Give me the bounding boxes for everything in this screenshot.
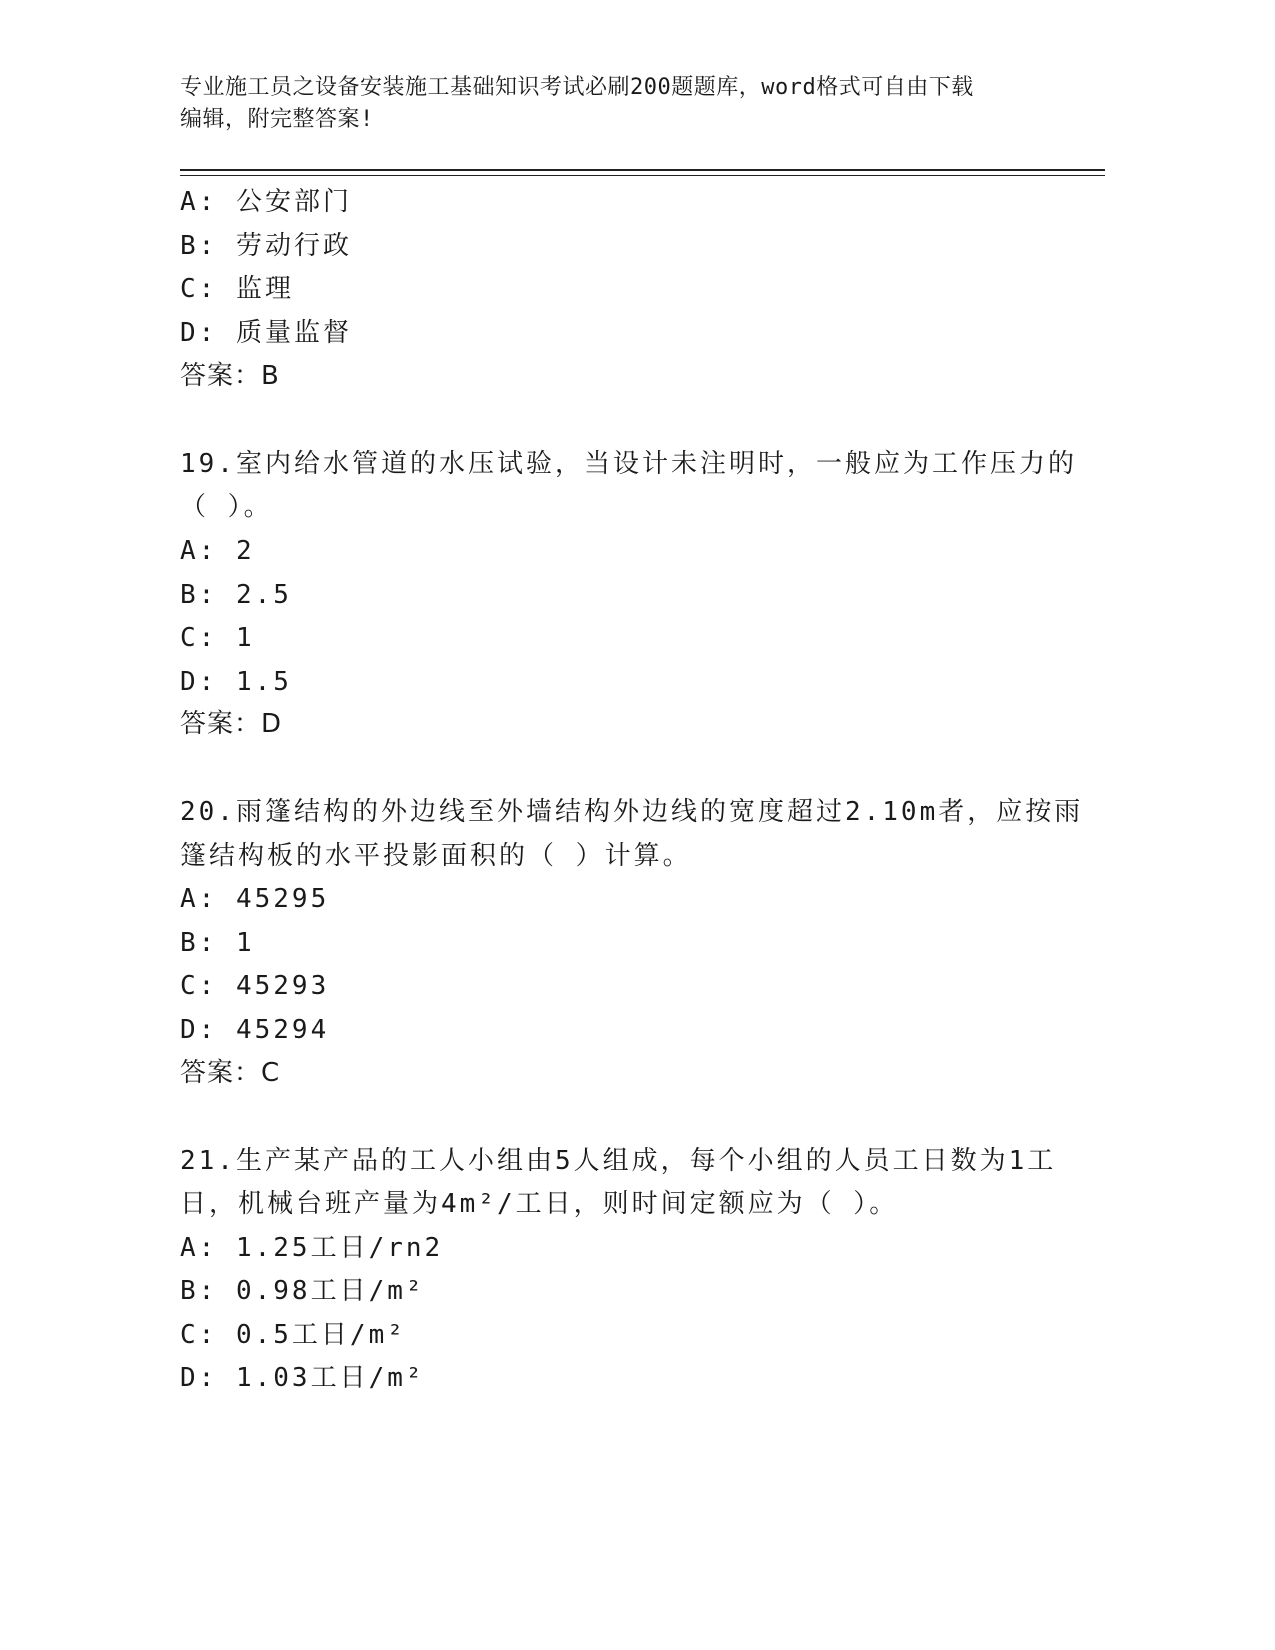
q18-option-c: C: 监理 <box>180 274 294 304</box>
header-line-1: 专业施工员之设备安装施工基础知识考试必刷200题题库，word格式可自由下载 <box>180 75 974 100</box>
q19-option-d: D: 1.5 <box>180 667 292 697</box>
q20-option-b: B: 1 <box>180 928 255 958</box>
q19-option-a: A: 2 <box>180 536 255 566</box>
q18-option-d: D: 质量监督 <box>180 318 352 348</box>
q21-text-line-2: 日，机械台班产量为4m²/工日，则时间定额应为（ ）。 <box>180 1189 899 1219</box>
q18-option-a: A: 公安部门 <box>180 187 352 217</box>
q20-option-d: D: 45294 <box>180 1015 330 1045</box>
q21-option-c: C: 0.5工日/m² <box>180 1320 406 1350</box>
header-divider-thick <box>180 169 1105 171</box>
q21-option-d: D: 1.03工日/m² <box>180 1363 425 1393</box>
q20-answer: 答案：C <box>180 1058 281 1088</box>
q19-text-line-2: （ ）。 <box>180 492 273 522</box>
q21-option-b: B: 0.98工日/m² <box>180 1276 425 1306</box>
header-divider-thin <box>180 175 1105 176</box>
q18-option-b: B: 劳动行政 <box>180 231 352 261</box>
q21-option-a: A: 1.25工日/rn2 <box>180 1233 444 1263</box>
q20-option-c: C: 45293 <box>180 971 330 1001</box>
q19-option-c: C: 1 <box>180 623 255 653</box>
q19-answer: 答案：D <box>180 709 283 739</box>
q19-text-line-1: 19.室内给水管道的水压试验，当设计未注明时，一般应为工作压力的 <box>180 449 1077 479</box>
q18-answer: 答案：B <box>180 361 280 391</box>
document-header <box>180 72 1050 136</box>
header-line-2: 编辑，附完整答案! <box>180 107 374 132</box>
q20-text-line-2: 篷结构板的水平投影面积的（ ）计算。 <box>180 841 692 871</box>
q21-text-line-1: 21.生产某产品的工人小组由5人组成，每个小组的人员工日数为1工 <box>180 1146 1057 1176</box>
q19-option-b: B: 2.5 <box>180 580 292 610</box>
q20-option-a: A: 45295 <box>180 884 330 914</box>
q20-text-line-1: 20.雨篷结构的外边线至外墙结构外边线的宽度超过2.10m者，应按雨 <box>180 797 1084 827</box>
